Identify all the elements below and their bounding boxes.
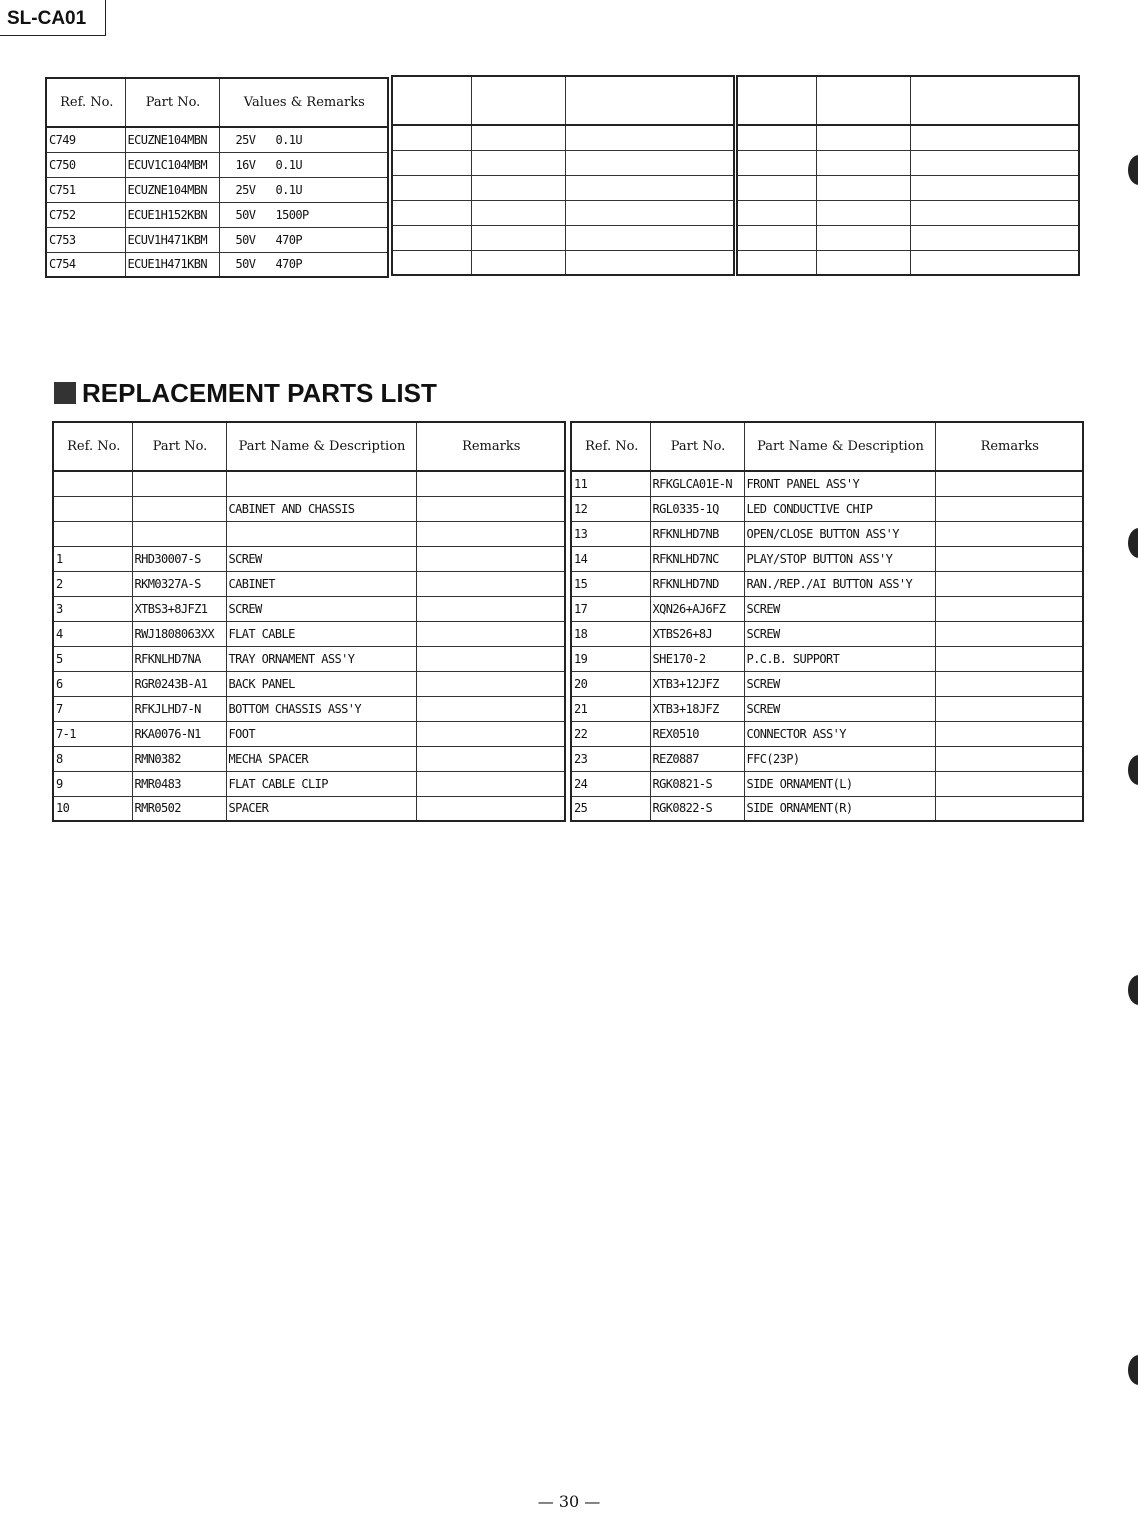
capacitance-value: 470P [275, 232, 302, 247]
header-remarks: Remarks [416, 422, 565, 471]
binder-hole [1128, 1355, 1138, 1385]
empty-cell [392, 200, 471, 225]
capacitance-value: 0.1U [275, 157, 302, 172]
table-row [53, 796, 565, 821]
section-title-text: REPLACEMENT PARTS LIST [82, 378, 437, 408]
empty-row [392, 150, 734, 175]
empty-cell [910, 250, 1079, 275]
ref-no-cell: 1 [53, 546, 132, 571]
table-row [53, 671, 565, 696]
voltage-value: 25V [235, 182, 256, 197]
empty-cell [565, 150, 734, 175]
remarks-cell [935, 521, 1083, 546]
part-no-cell: RFKNLHD7NC [650, 546, 744, 571]
empty-cell [910, 125, 1079, 150]
empty-cell [737, 76, 816, 125]
section-title [54, 378, 437, 408]
remarks-cell [416, 621, 565, 646]
table-row [46, 127, 388, 152]
empty-cell [471, 76, 565, 125]
description-cell: FLAT CABLE [226, 621, 416, 646]
ref-no-cell: 14 [571, 546, 650, 571]
part-no-cell: XTB3+12JFZ [650, 671, 744, 696]
description-cell: SCREW [744, 671, 935, 696]
part-no-cell: ECUV1H471KBM [125, 227, 219, 252]
empty-row [392, 125, 734, 150]
table-row [53, 621, 565, 646]
table-row [53, 646, 565, 671]
description-cell [226, 471, 416, 496]
part-no-cell: RKM0327A-S [132, 571, 226, 596]
table-row [571, 571, 1083, 596]
part-no-cell: RFKNLHD7NA [132, 646, 226, 671]
ref-no-cell: 13 [571, 521, 650, 546]
table-row [571, 671, 1083, 696]
part-no-cell: RGL0335-1Q [650, 496, 744, 521]
part-no-cell [132, 471, 226, 496]
remarks-cell [935, 671, 1083, 696]
remarks-cell [416, 671, 565, 696]
part-no-cell: REZ0887 [650, 746, 744, 771]
empty-row [392, 200, 734, 225]
empty-row [737, 225, 1079, 250]
part-no-cell [132, 496, 226, 521]
table-row [571, 621, 1083, 646]
model-label: SL-CA01 [0, 0, 106, 36]
description-cell [226, 521, 416, 546]
parts-table-left [52, 421, 566, 822]
binder-hole [1128, 155, 1138, 185]
values-cell [219, 152, 388, 177]
description-cell: BACK PANEL [226, 671, 416, 696]
part-no-cell: SHE170-2 [650, 646, 744, 671]
part-no-cell: XTB3+18JFZ [650, 696, 744, 721]
binder-hole [1128, 975, 1138, 1005]
table-row [571, 521, 1083, 546]
capacitance-value: 1500P [275, 207, 309, 222]
empty-cell [392, 250, 471, 275]
ref-no-cell: C753 [46, 227, 125, 252]
header-ref-no: Ref. No. [46, 78, 125, 127]
empty-cell [816, 200, 910, 225]
table-row [571, 696, 1083, 721]
remarks-cell [935, 471, 1083, 496]
part-no-cell: RFKJLHD7-N [132, 696, 226, 721]
description-cell: BOTTOM CHASSIS ASS'Y [226, 696, 416, 721]
remarks-cell [935, 696, 1083, 721]
ref-no-cell: 4 [53, 621, 132, 646]
table-row [571, 596, 1083, 621]
remarks-cell [935, 796, 1083, 821]
empty-cell [910, 200, 1079, 225]
empty-cell [816, 225, 910, 250]
remarks-cell [416, 646, 565, 671]
remarks-cell [416, 596, 565, 621]
remarks-cell [416, 571, 565, 596]
description-cell: CONNECTOR ASS'Y [744, 721, 935, 746]
remarks-cell [935, 646, 1083, 671]
ref-no-cell: 2 [53, 571, 132, 596]
ref-no-cell: 3 [53, 596, 132, 621]
table-row [53, 521, 565, 546]
part-no-cell: REX0510 [650, 721, 744, 746]
ref-no-cell [53, 521, 132, 546]
table-row [53, 696, 565, 721]
part-no-cell: RGR0243B-A1 [132, 671, 226, 696]
table-row [53, 471, 565, 496]
ref-no-cell: 8 [53, 746, 132, 771]
parts-table-right [570, 421, 1084, 822]
part-no-cell: RMR0483 [132, 771, 226, 796]
header-ref-no: Ref. No. [53, 422, 132, 471]
ref-no-cell: 12 [571, 496, 650, 521]
empty-cell [816, 125, 910, 150]
empty-row [392, 225, 734, 250]
header-part-no: Part No. [132, 422, 226, 471]
capacitor-table [45, 77, 389, 278]
part-no-cell: RKA0076-N1 [132, 721, 226, 746]
description-cell: FLAT CABLE CLIP [226, 771, 416, 796]
table-row [571, 546, 1083, 571]
table-row [46, 227, 388, 252]
empty-row [737, 200, 1079, 225]
table-row [53, 571, 565, 596]
empty-row [737, 175, 1079, 200]
ref-no-cell: 24 [571, 771, 650, 796]
header-values-remarks: Values & Remarks [219, 78, 388, 127]
header-part-name: Part Name & Description [226, 422, 416, 471]
part-no-cell: RMN0382 [132, 746, 226, 771]
ref-no-cell: 22 [571, 721, 650, 746]
empty-cell [737, 225, 816, 250]
ref-no-cell: C751 [46, 177, 125, 202]
table-row [53, 721, 565, 746]
part-no-cell: RHD30007-S [132, 546, 226, 571]
part-no-cell: RGK0821-S [650, 771, 744, 796]
table-row [571, 746, 1083, 771]
ref-no-cell: C754 [46, 252, 125, 277]
empty-cell [471, 225, 565, 250]
description-cell: OPEN/CLOSE BUTTON ASS'Y [744, 521, 935, 546]
part-no-cell: ECUZNE104MBN [125, 127, 219, 152]
table-row [571, 471, 1083, 496]
remarks-cell [416, 721, 565, 746]
empty-cell [910, 225, 1079, 250]
description-cell: SIDE ORNAMENT(L) [744, 771, 935, 796]
table-row [46, 152, 388, 177]
table-row [571, 796, 1083, 821]
remarks-cell [416, 771, 565, 796]
remarks-cell [935, 771, 1083, 796]
ref-no-cell: 25 [571, 796, 650, 821]
remarks-cell [935, 596, 1083, 621]
values-cell [219, 252, 388, 277]
description-cell: SCREW [744, 596, 935, 621]
empty-table-middle [391, 75, 735, 276]
section-square-icon [54, 382, 76, 404]
empty-cell [392, 225, 471, 250]
table-row [46, 252, 388, 277]
empty-cell [910, 175, 1079, 200]
table-row [46, 202, 388, 227]
description-cell: SCREW [744, 621, 935, 646]
empty-table-right [736, 75, 1080, 276]
ref-no-cell: 6 [53, 671, 132, 696]
ref-no-cell: C752 [46, 202, 125, 227]
description-cell: SIDE ORNAMENT(R) [744, 796, 935, 821]
binder-hole [1128, 528, 1138, 558]
remarks-cell [416, 796, 565, 821]
remarks-cell [416, 696, 565, 721]
values-cell [219, 202, 388, 227]
part-no-cell: RFKNLHD7ND [650, 571, 744, 596]
table-row [571, 496, 1083, 521]
ref-no-cell: C750 [46, 152, 125, 177]
part-no-cell: RGK0822-S [650, 796, 744, 821]
empty-row [392, 250, 734, 275]
description-cell: RAN./REP./AI BUTTON ASS'Y [744, 571, 935, 596]
remarks-cell [935, 496, 1083, 521]
empty-cell [565, 200, 734, 225]
empty-cell [737, 250, 816, 275]
description-cell: LED CONDUCTIVE CHIP [744, 496, 935, 521]
empty-cell [392, 175, 471, 200]
ref-no-cell: C749 [46, 127, 125, 152]
values-cell [219, 127, 388, 152]
ref-no-cell: 19 [571, 646, 650, 671]
description-cell: CABINET AND CHASSIS [226, 496, 416, 521]
voltage-value: 16V [235, 157, 256, 172]
empty-cell [565, 76, 734, 125]
ref-no-cell: 9 [53, 771, 132, 796]
ref-no-cell: 15 [571, 571, 650, 596]
empty-cell [565, 250, 734, 275]
table-row [53, 596, 565, 621]
empty-cell [471, 150, 565, 175]
empty-cell [471, 125, 565, 150]
empty-cell [471, 200, 565, 225]
table-row [571, 646, 1083, 671]
empty-row [392, 175, 734, 200]
ref-no-cell: 7-1 [53, 721, 132, 746]
voltage-value: 25V [235, 132, 256, 147]
part-no-cell: ECUE1H152KBN [125, 202, 219, 227]
ref-no-cell: 7 [53, 696, 132, 721]
part-no-cell: ECUE1H471KBN [125, 252, 219, 277]
part-no-cell: ECUZNE104MBN [125, 177, 219, 202]
capacitance-value: 0.1U [275, 182, 302, 197]
part-no-cell: RMR0502 [132, 796, 226, 821]
remarks-cell [416, 496, 565, 521]
empty-cell [737, 175, 816, 200]
description-cell: SCREW [226, 546, 416, 571]
table-row [53, 746, 565, 771]
table-row [571, 771, 1083, 796]
empty-cell [565, 175, 734, 200]
part-no-cell: RFKGLCA01E-N [650, 471, 744, 496]
empty-cell [471, 175, 565, 200]
remarks-cell [935, 621, 1083, 646]
empty-cell [471, 250, 565, 275]
empty-cell [737, 150, 816, 175]
description-cell: CABINET [226, 571, 416, 596]
part-no-cell: ECUV1C104MBM [125, 152, 219, 177]
empty-cell [816, 76, 910, 125]
table-row [46, 177, 388, 202]
description-cell: FRONT PANEL ASS'Y [744, 471, 935, 496]
voltage-value: 50V [235, 257, 256, 272]
part-no-cell: RWJ1808063XX [132, 621, 226, 646]
page-number: — 30 — [537, 1492, 601, 1511]
description-cell: MECHA SPACER [226, 746, 416, 771]
table-row [53, 496, 565, 521]
table-row [53, 771, 565, 796]
remarks-cell [416, 746, 565, 771]
table-row [53, 546, 565, 571]
empty-cell [565, 225, 734, 250]
description-cell: SCREW [226, 596, 416, 621]
empty-cell [392, 150, 471, 175]
part-no-cell: XTBS3+8JFZ1 [132, 596, 226, 621]
ref-no-cell: 11 [571, 471, 650, 496]
empty-cell [392, 76, 471, 125]
ref-no-cell: 5 [53, 646, 132, 671]
part-no-cell: RFKNLHD7NB [650, 521, 744, 546]
remarks-cell [416, 521, 565, 546]
part-no-cell: XTBS26+8J [650, 621, 744, 646]
values-cell [219, 177, 388, 202]
remarks-cell [935, 721, 1083, 746]
ref-no-cell: 20 [571, 671, 650, 696]
description-cell: PLAY/STOP BUTTON ASS'Y [744, 546, 935, 571]
empty-cell [737, 200, 816, 225]
binder-hole [1128, 755, 1138, 785]
empty-cell [565, 125, 734, 150]
empty-cell [910, 76, 1079, 125]
remarks-cell [935, 571, 1083, 596]
empty-row [737, 150, 1079, 175]
ref-no-cell: 10 [53, 796, 132, 821]
empty-cell [816, 175, 910, 200]
description-cell: FFC(23P) [744, 746, 935, 771]
empty-cell [910, 150, 1079, 175]
empty-header-row [737, 76, 1079, 125]
ref-no-cell [53, 496, 132, 521]
description-cell: SPACER [226, 796, 416, 821]
ref-no-cell [53, 471, 132, 496]
capacitance-value: 0.1U [275, 132, 302, 147]
voltage-value: 50V [235, 232, 256, 247]
ref-no-cell: 21 [571, 696, 650, 721]
empty-header-row [392, 76, 734, 125]
header-remarks: Remarks [935, 422, 1083, 471]
remarks-cell [416, 471, 565, 496]
header-part-no: Part No. [125, 78, 219, 127]
voltage-value: 50V [235, 207, 256, 222]
capacitance-value: 470P [275, 257, 302, 272]
description-cell: TRAY ORNAMENT ASS'Y [226, 646, 416, 671]
empty-cell [737, 125, 816, 150]
header-part-no: Part No. [650, 422, 744, 471]
header-part-name: Part Name & Description [744, 422, 935, 471]
remarks-cell [416, 546, 565, 571]
table-row [571, 721, 1083, 746]
empty-row [737, 250, 1079, 275]
part-no-cell [132, 521, 226, 546]
description-cell: P.C.B. SUPPORT [744, 646, 935, 671]
empty-cell [392, 125, 471, 150]
ref-no-cell: 17 [571, 596, 650, 621]
remarks-cell [935, 746, 1083, 771]
description-cell: FOOT [226, 721, 416, 746]
ref-no-cell: 18 [571, 621, 650, 646]
description-cell: SCREW [744, 696, 935, 721]
remarks-cell [935, 546, 1083, 571]
values-cell [219, 227, 388, 252]
empty-row [737, 125, 1079, 150]
header-ref-no: Ref. No. [571, 422, 650, 471]
ref-no-cell: 23 [571, 746, 650, 771]
empty-cell [816, 150, 910, 175]
part-no-cell: XQN26+AJ6FZ [650, 596, 744, 621]
empty-cell [816, 250, 910, 275]
